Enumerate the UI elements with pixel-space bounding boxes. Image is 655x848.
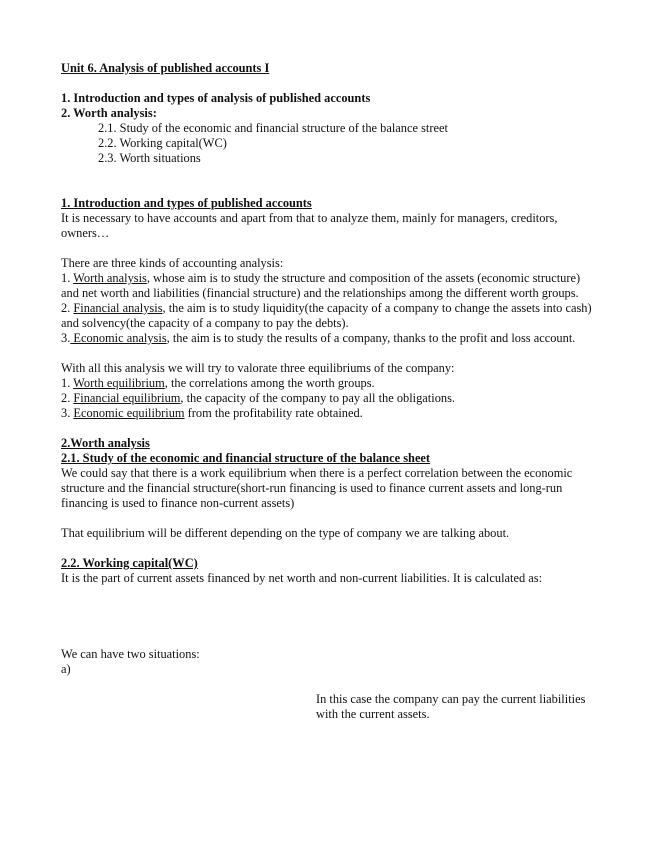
kind-number: 3. xyxy=(61,331,71,345)
situation-a-label: a) xyxy=(61,662,71,676)
section-2-1-heading: 2.1. Study of the economic and financial structure of the balance sheet xyxy=(61,451,431,465)
kind-number: 2. xyxy=(61,301,74,315)
section-2-1-text: We could say that there is a work equilibrium when there is a perfect correlation between the economic structure and the financial structure(short-run financing is used to finance current assets and long-run financing is used to finance non-current assets) xyxy=(61,466,573,510)
kind-worth-analysis xyxy=(61,271,601,301)
equilibrium-economic xyxy=(61,406,601,421)
kind-text: , whose aim is to study the structure and composition of the assets (economic structure) and net worth and liabilities (financial structure) and the relationships among the different worth groups. xyxy=(61,271,581,300)
toc-subitem-2-1: 2.1. Study of the economic and financial structure of the balance street xyxy=(98,121,448,135)
section-2-2-text: It is the part of current assets financed by net worth and non-current liabilities. It is calculated as: xyxy=(61,571,543,585)
kind-economic-analysis xyxy=(61,331,601,346)
equilibrium-financial xyxy=(61,391,601,406)
situations-intro: We can have two situations: xyxy=(61,647,200,661)
section-2-2-heading: 2.2. Working capital(WC) xyxy=(61,556,198,570)
equilibrium-number: 3. xyxy=(61,406,74,420)
kind-term: Worth analysis xyxy=(73,271,147,285)
equilibrium-text: from the profitability rate obtained. xyxy=(184,406,363,420)
equilibrium-worth xyxy=(61,376,601,391)
document-page xyxy=(61,61,601,722)
equilibrium-number: 1. xyxy=(61,376,74,390)
kind-term: Economic analysis xyxy=(70,331,167,345)
situation-a-text: In this case the company can pay the current liabilities with the current assets. xyxy=(316,692,586,721)
document-title: Unit 6. Analysis of published accounts I xyxy=(61,61,270,75)
equilibrium-text: , the capacity of the company to pay all the obligations. xyxy=(180,391,456,405)
kind-financial-analysis xyxy=(61,301,601,331)
section-1-heading: 1. Introduction and types of published accounts xyxy=(61,196,312,210)
kind-term: Financial analysis xyxy=(73,301,163,315)
equilibrium-term: Worth equilibrium xyxy=(73,376,165,390)
equilibrium-term: Economic equilibrium xyxy=(73,406,185,420)
equilibrium-number: 2. xyxy=(61,391,74,405)
equilibrium-term: Financial equilibrium xyxy=(73,391,181,405)
toc-subitem-2-3: 2.3. Worth situations xyxy=(98,151,201,165)
equilibrium-text: , the correlations among the worth groups. xyxy=(164,376,375,390)
toc-subitem-2-2: 2.2. Working capital(WC) xyxy=(98,136,227,150)
toc-item-2: 2. Worth analysis: xyxy=(61,106,157,120)
section-2-1-text-2: That equilibrium will be different depending on the type of company we are talking about. xyxy=(61,526,510,540)
kind-text: , the aim is to study liquidity(the capacity of a company to change the assets into cash) and solvency(the capacity of a company to pay the debts). xyxy=(61,301,592,330)
kind-number: 1. xyxy=(61,271,74,285)
section-2-heading: 2.Worth analysis xyxy=(61,436,150,450)
toc-item-1: 1. Introduction and types of analysis of published accounts xyxy=(61,91,371,105)
kinds-intro: There are three kinds of accounting analysis: xyxy=(61,256,284,270)
section-1-intro: It is necessary to have accounts and apart from that to analyze them, mainly for managers, creditors, owners… xyxy=(61,211,558,240)
equilibria-intro: With all this analysis we will try to valorate three equilibriums of the company: xyxy=(61,361,455,375)
kind-text: , the aim is to study the results of a company, thanks to the profit and loss account. xyxy=(166,331,576,345)
